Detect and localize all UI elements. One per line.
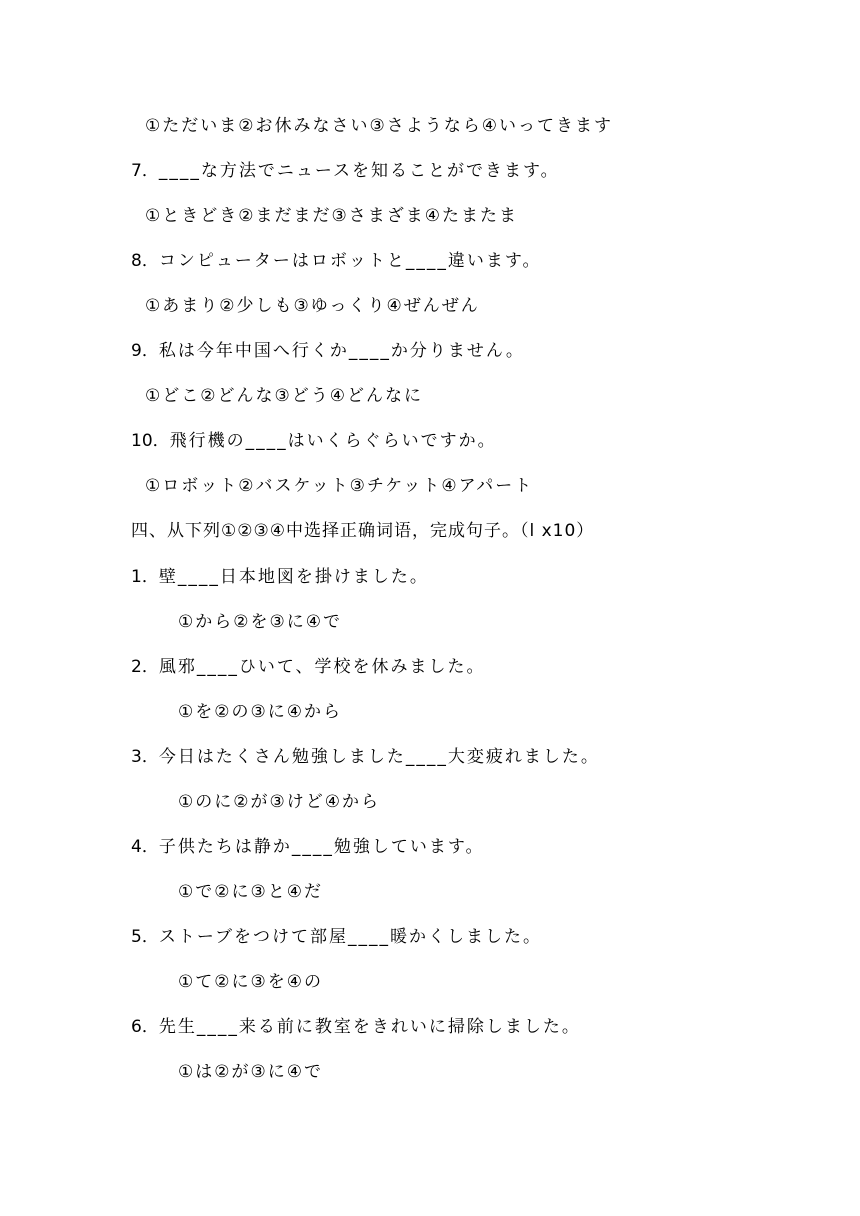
question-7 bbox=[131, 159, 560, 183]
s4-question-5 bbox=[131, 925, 542, 949]
question-text: 私は今年中国へ行くか____か分りません。 bbox=[158, 341, 525, 361]
question-number: 5． bbox=[131, 927, 159, 947]
s4-q2-options: ①を②の③に④から bbox=[178, 702, 342, 722]
question-number: 8． bbox=[131, 251, 159, 271]
s4-question-4 bbox=[131, 835, 484, 859]
question-text: ____な方法でニュースを知ることができます。 bbox=[158, 161, 560, 181]
question-text: 今日はたくさん勉強しました____大変疲れました。 bbox=[158, 747, 600, 767]
s4-question-6 bbox=[131, 1015, 581, 1039]
s4-q3-options: ①のに②が③けど④から bbox=[178, 792, 380, 812]
q6-options: ①ただいま②お休みなさい③さようなら④いってきます bbox=[145, 116, 613, 136]
question-text: 子供たちは静か____勉強しています。 bbox=[158, 837, 485, 857]
question-number: 3． bbox=[131, 747, 159, 767]
q8-options: ①あまり②少しも③ゆっくり④ぜんぜん bbox=[145, 296, 480, 316]
s4-q1-options: ①から②を③に④で bbox=[178, 612, 342, 632]
s4-question-3 bbox=[131, 745, 600, 769]
question-10 bbox=[131, 429, 497, 453]
q7-options: ①ときどき②まだまだ③さまざま④たまたま bbox=[145, 206, 518, 226]
s4-question-2 bbox=[131, 655, 486, 679]
question-number: 9． bbox=[131, 341, 159, 361]
q10-options: ①ロボット②バスケット③チケット④アパート bbox=[145, 476, 534, 496]
section-heading: 四、从下列①②③④中选择正确词语，完成句子。（l x10） bbox=[131, 521, 595, 541]
question-number: 10． bbox=[131, 431, 170, 451]
question-text: コンピューターはロボットと____違います。 bbox=[158, 251, 542, 271]
question-number: 1． bbox=[131, 567, 159, 587]
s4-question-1 bbox=[131, 565, 429, 589]
question-number: 7． bbox=[131, 161, 159, 181]
question-text: 風邪____ひいて、学校を休みました。 bbox=[158, 657, 486, 677]
s4-q6-options: ①は②が③に④で bbox=[178, 1062, 323, 1082]
question-text: 先生____来る前に教室をきれいに掃除しました。 bbox=[158, 1017, 581, 1037]
question-number: 2． bbox=[131, 657, 159, 677]
question-8 bbox=[131, 249, 541, 273]
question-9 bbox=[131, 339, 525, 363]
question-text: ストーブをつけて部屋____暖かくしました。 bbox=[158, 927, 542, 947]
s4-q5-options: ①て②に③を④の bbox=[178, 972, 323, 992]
q9-options: ①どこ②どんな③どう④どんなに bbox=[145, 386, 423, 406]
question-text: 飛行機の____はいくらぐらいですか。 bbox=[169, 431, 497, 451]
question-text: 壁____日本地図を掛けました。 bbox=[158, 567, 429, 587]
question-number: 4． bbox=[131, 837, 159, 857]
s4-q4-options: ①で②に③と④だ bbox=[178, 882, 323, 902]
question-number: 6． bbox=[131, 1017, 159, 1037]
